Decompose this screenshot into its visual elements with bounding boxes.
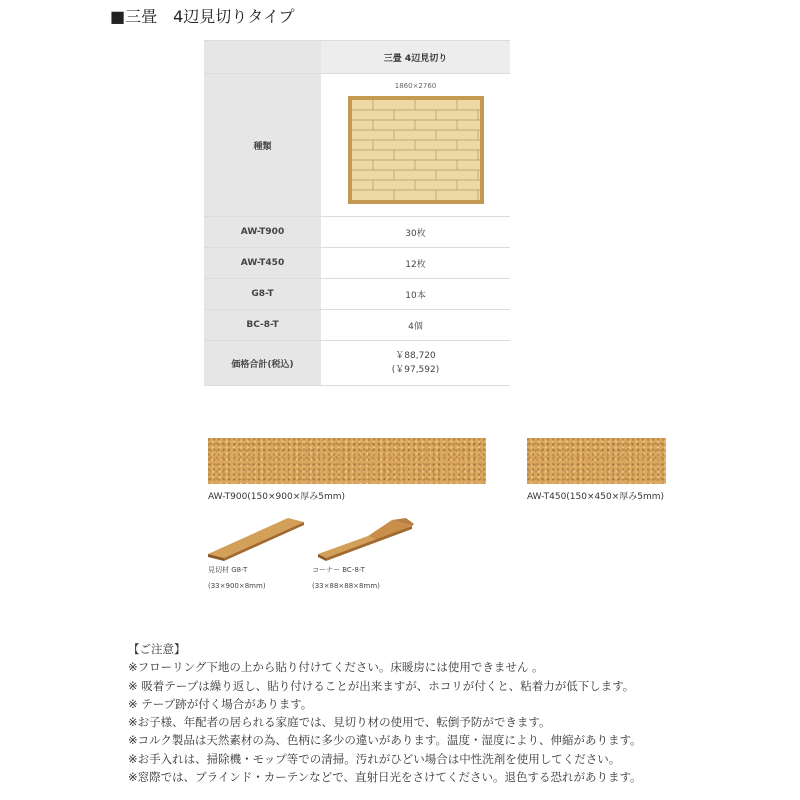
corner-trim-bc8-image xyxy=(316,516,416,562)
corner-cell xyxy=(204,41,321,74)
g8-caption: 見切材 G8-T xyxy=(208,566,248,574)
note-line: ※ 吸着テープは繰り返し、貼り付けることが出来ますが、ホコリが付くと、粘着力が低下します。 xyxy=(128,678,635,693)
notes-section xyxy=(128,640,642,786)
bc8-caption: コーナー BC-8-T xyxy=(312,566,365,574)
t900-caption: AW-T900(150×900×厚み5mm) xyxy=(208,492,346,502)
row-value: 30枚 xyxy=(321,217,510,248)
note-line: ※ テープ跡が付く場合があります。 xyxy=(128,696,313,711)
t450-caption: AW-T450(150×450×厚み5mm) xyxy=(527,492,665,502)
type-label: 種類 xyxy=(204,74,321,217)
row-value: 12枚 xyxy=(321,248,510,279)
row-label: BC-8-T xyxy=(204,310,321,341)
row-label: G8-T xyxy=(204,279,321,310)
total-price: ￥88,720 xyxy=(395,351,436,361)
notes-title: 【ご注意】 xyxy=(128,642,186,656)
g8-dimensions: (33×900×8mm) xyxy=(208,582,266,590)
row-value: 10本 xyxy=(321,279,510,310)
cork-tile-t450-image xyxy=(527,438,666,484)
floor-layout-diagram xyxy=(348,96,484,204)
row-label: AW-T450 xyxy=(204,248,321,279)
total-price-tax: (￥97,592) xyxy=(391,365,440,375)
row-label: AW-T900 xyxy=(204,217,321,248)
note-line: ※フローリング下地の上から貼り付けてください。床暖房には使用できません 。 xyxy=(128,660,544,675)
bc8-dimensions: (33×88×88×8mm) xyxy=(312,582,380,590)
edge-trim-g8-image xyxy=(206,514,306,562)
note-line: ※窓際では、ブラインド・カーテンなどで、直射日光をさけてください。退色する恐れがあります。 xyxy=(128,770,642,785)
cork-tile-t900-image xyxy=(208,438,486,484)
note-line: ※コルク製品は天然素材の為、色柄に多少の違いがあります。温度・湿度により、伸縮があります。 xyxy=(128,733,642,748)
column-header: 三畳 4辺見切り xyxy=(321,41,510,74)
row-value: 4個 xyxy=(321,310,510,341)
spec-table xyxy=(204,40,510,386)
total-value-cell xyxy=(321,341,510,386)
total-label: 価格合計(税込) xyxy=(204,341,321,386)
layout-cell xyxy=(321,74,510,217)
note-line: ※お子様、年配者の居られる家庭では、見切り材の使用で、転倒予防ができます。 xyxy=(128,715,551,730)
page-heading: ■三畳 4辺見切りタイプ xyxy=(110,7,295,26)
note-line: ※お手入れは、掃除機・モップ等での清掃。汚れがひどい場合は中性洗剤を使用してください。 xyxy=(128,751,621,766)
layout-dimension: 1860×2760 xyxy=(394,81,437,90)
